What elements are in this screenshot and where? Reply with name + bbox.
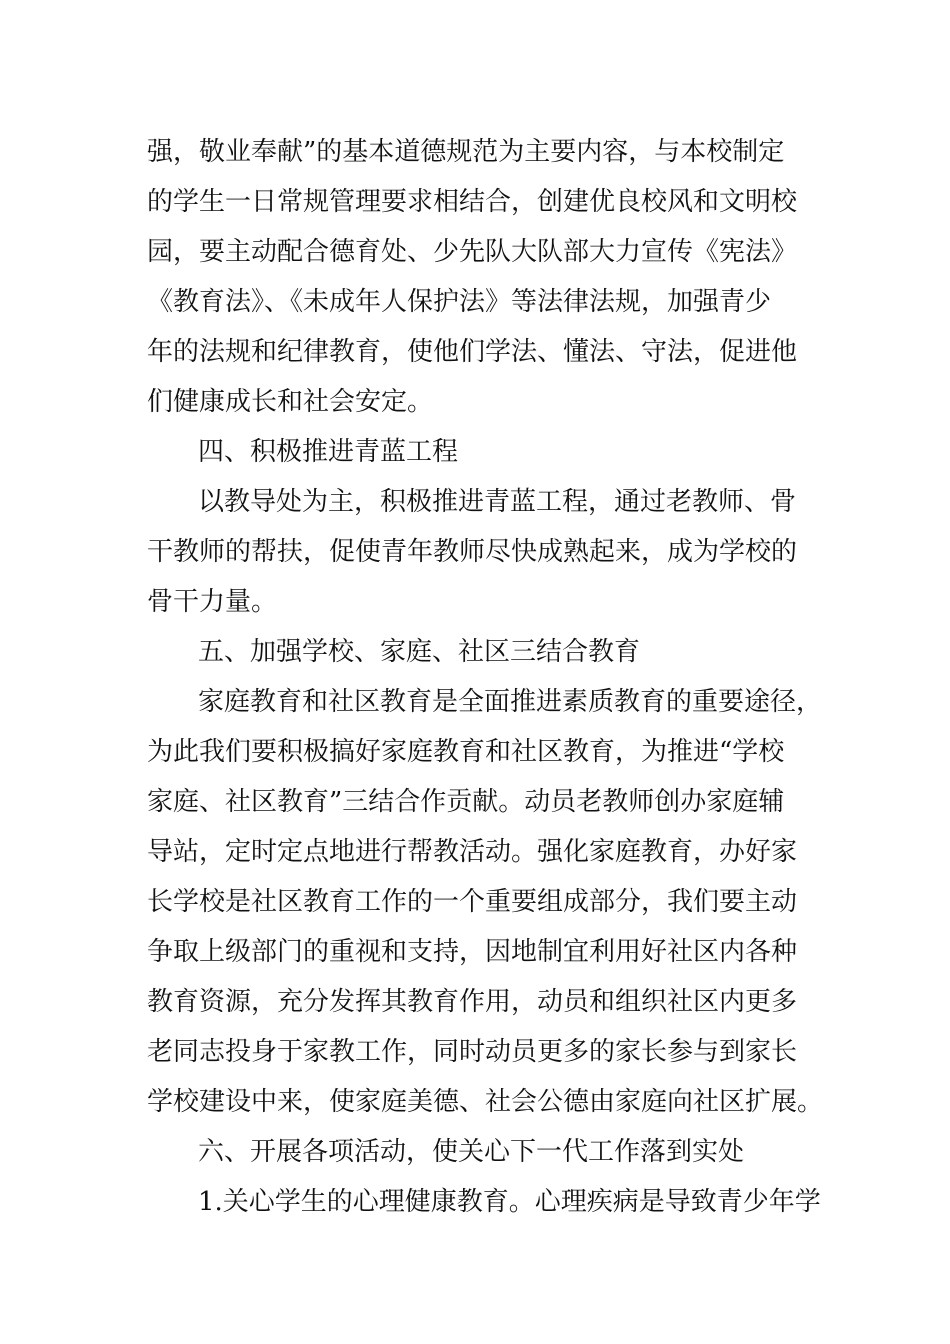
- text-line: 学校建设中来，使家庭美德、社会公德由家庭向社区扩展。: [147, 1087, 824, 1117]
- text-line: 的学生一日常规管理要求相结合，创建优良校风和文明校: [147, 187, 798, 217]
- section-heading: 六、开展各项活动，使关心下一代工作落到实处: [198, 1137, 745, 1167]
- text-line: 为此我们要积极搞好家庭教育和社区教育，为推进“学校: [147, 737, 785, 767]
- text-line: 《教育法》、《未成年人保护法》等法律法规，加强青少: [147, 287, 772, 317]
- section-heading: 四、积极推进青蓝工程: [198, 437, 459, 467]
- document-body: [147, 127, 837, 1227]
- paragraph-start: 家庭教育和社区教育是全面推进素质教育的重要途径，: [198, 687, 823, 717]
- text-line: 教育资源，充分发挥其教育作用，动员和组织社区内更多: [147, 987, 798, 1017]
- text-line: 强，敬业奉献”的基本道德规范为主要内容，与本校制定: [147, 137, 785, 167]
- section-heading: 五、加强学校、家庭、社区三结合教育: [198, 637, 641, 667]
- text-line: 干教师的帮扶，促使青年教师尽快成熟起来，成为学校的: [147, 537, 798, 567]
- paragraph-start: 1.关心学生的心理健康教育。心理疾病是导致青少年学: [198, 1187, 821, 1217]
- text-line: 家庭、社区教育”三结合作贡献。动员老教师创办家庭辅: [147, 787, 785, 817]
- text-line: 老同志投身于家教工作，同时动员更多的家长参与到家长: [147, 1037, 798, 1067]
- text-line: 导站，定时定点地进行帮教活动。强化家庭教育，办好家: [147, 837, 798, 867]
- text-line: 园，要主动配合德育处、少先队大队部大力宣传《宪法》: [147, 237, 798, 267]
- text-line: 骨干力量。: [147, 587, 278, 617]
- text-line: 长学校是社区教育工作的一个重要组成部分，我们要主动: [147, 887, 798, 917]
- text-line: 们健康成长和社会安定。: [147, 387, 434, 417]
- text-line: 年的法规和纪律教育，使他们学法、懂法、守法，促进他: [147, 337, 798, 367]
- text-line: 争取上级部门的重视和支持，因地制宜利用好社区内各种: [147, 937, 798, 967]
- paragraph-start: 以教导处为主，积极推进青蓝工程，通过老教师、骨: [198, 487, 797, 517]
